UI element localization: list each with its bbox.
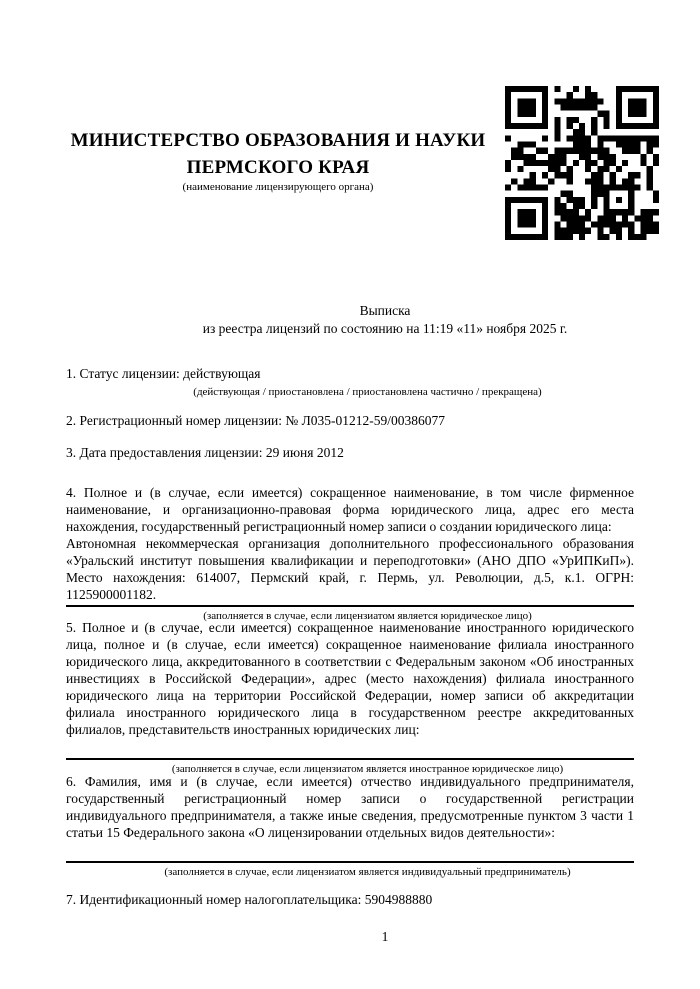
- entrepreneur-blank-field: [66, 843, 634, 863]
- foreign-entity-heading: 5. Полное и (в случае, если имеется) сокращенное наименование иностранного юридического лица, полное и (в случае, если имеется) сокращенное наименование филиала иностранного юридического лица, аккредитованного в соответствии с Федеральным законом «Об иностранных инвестициях в Российской Федерации», адрес (место нахождения) филиала иностранного юридического лица на территории Российской Федерации, номер записи об аккредитации филиала иностранного юридического лица в государственном реестре аккредитованных филиалов, представительств иностранных юридических лиц:: [66, 620, 634, 737]
- foreign-entity-caption: (заполняется в случае, если лицензиатом является иностранное юридическое лицо): [171, 763, 564, 775]
- ministry-name-line2: ПЕРМСКОГО КРАЯ: [186, 157, 370, 178]
- entrepreneur-caption: (заполняется в случае, если лицензиатом является индивидуальный предприниматель): [164, 866, 571, 878]
- document-title: Выписка: [359, 303, 411, 318]
- qr-code-icon: [505, 86, 659, 240]
- page-number: 1: [381, 929, 389, 944]
- foreign-entity-blank-field: [66, 740, 634, 760]
- qr-code-image: [505, 86, 659, 240]
- licensing-authority-header: [66, 127, 490, 194]
- taxpayer-number-line: 7. Идентификационный номер налогоплательщика: 5904988880: [66, 892, 433, 907]
- document-subtitle: из реестра лицензий по состоянию на 11:19 «11» ноября 2025 г.: [202, 321, 568, 336]
- document-title-block: [66, 302, 669, 338]
- legal-entity-value: Автономная некоммерческая организация дополнительного профессионального образования «Уральский институт повышения квалификации и переподготовки» (АНО ДПО «УрИПКиП»). Место нахождения: 614007, Пермский край, г. Пермь, ул. Революции, д.5, к.1. ОГРН: 1125900001182.: [66, 535, 634, 607]
- legal-entity-caption: (заполняется в случае, если лицензиатом является юридическое лицо): [203, 610, 532, 622]
- section-license-status: [66, 365, 634, 399]
- entrepreneur-heading: 6. Фамилия, имя и (в случае, если имеется) отчество индивидуального предпринимателя, государственный регистрационный номер записи о государственной регистрации индивидуального предпринимателя, а также иные сведения, предусмотренные пунктом 3 части 1 статьи 15 Федерального закона «О лицензировании отдельных видов деятельности»:: [66, 774, 634, 840]
- status-options-caption: (действующая / приостановлена / приостановлена частично / прекращена): [193, 386, 542, 398]
- grant-date-line: 3. Дата предоставления лицензии: 29 июня 2012: [66, 445, 344, 460]
- section-foreign-entity: [66, 619, 634, 776]
- license-status-line: 1. Статус лицензии: действующая: [66, 366, 261, 381]
- section-legal-entity: [66, 484, 634, 623]
- authority-caption: (наименование лицензирующего органа): [182, 181, 374, 193]
- registration-number-line: 2. Регистрационный номер лицензии: № Л035-01212-59/00386077: [66, 413, 446, 428]
- legal-entity-heading: 4. Полное и (в случае, если имеется) сокращенное наименование, в том числе фирменное наименование, и организационно-правовая форма юридического лица, адрес его места нахождения, государственный регистрационный номер записи о создании юридического лица:: [66, 485, 634, 534]
- section-entrepreneur: [66, 773, 634, 879]
- ministry-name-line1: МИНИСТЕРСТВО ОБРАЗОВАНИЯ И НАУКИ: [70, 130, 486, 151]
